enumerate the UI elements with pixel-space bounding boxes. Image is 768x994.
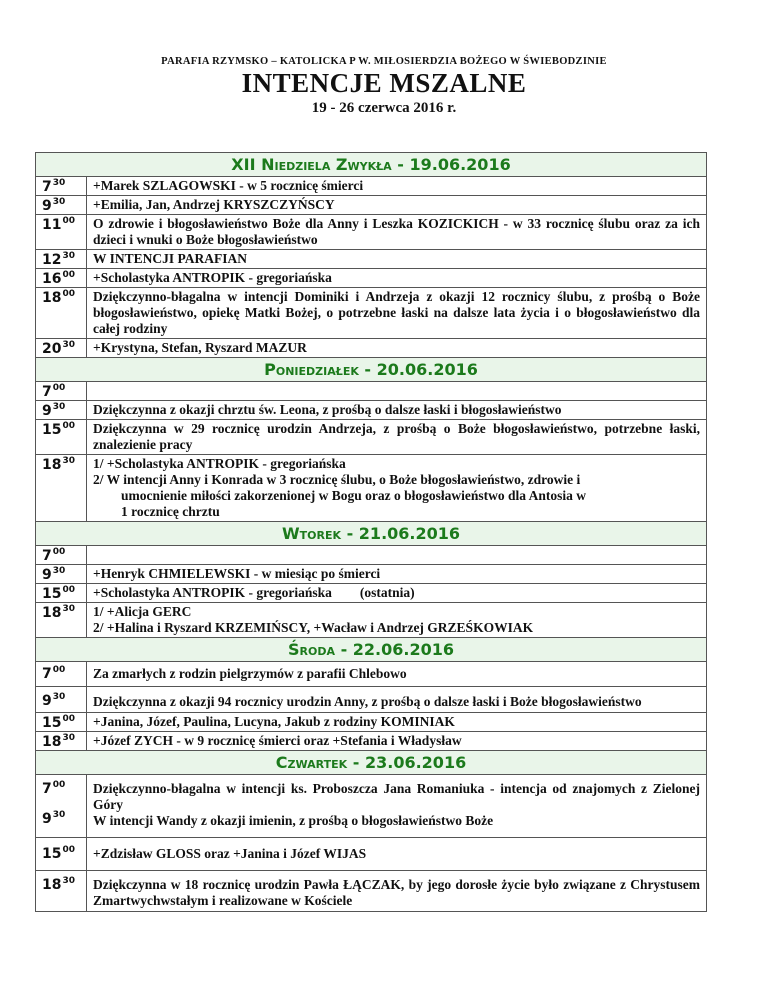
- mass-row: $15^{00}$ Dziękczynna w 29 rocznicę urodzin Andrzeja, z prośbą o Boże błogosławieństwo, potrzebne łaski, znalezienie pracy: [36, 420, 707, 455]
- mass-row: $7^{00}$ $9^{30}$ Dziękczynno-błagalna w intencji ks. Proboszcza Jana Romaniuka - intencja od znajomych z Zielonej Góry W intencji Wandy z okazji imienin, z prośbą o błogosławieństwo Boże: [36, 775, 707, 838]
- mass-row: $7^{00}$: [36, 382, 707, 401]
- mass-row: $9^{30}$ Dziękczynna z okazji chrztu św. Leona, z prośbą o dalsze łaski i błogosławieństwo: [36, 401, 707, 420]
- mass-row: $12^{30}$ W INTENCJI PARAFIAN: [36, 250, 707, 269]
- mass-row: $20^{30}$ +Krystyna, Stefan, Ryszard MAZUR: [36, 339, 707, 358]
- day-header-thursday: Czwartek - 23.06.2016: [36, 751, 707, 775]
- parish-name: PARAFIA RZYMSKO – KATOLICKA P W. MIŁOSIERDZIA BOŻEGO W ŚWIEBODZINIE: [161, 56, 607, 67]
- mass-row: $7^{00}$: [36, 546, 707, 565]
- mass-row: $9^{30}$ +Emilia, Jan, Andrzej KRYSZCZYŃSCY: [36, 196, 707, 215]
- day-header-wednesday: Środa - 22.06.2016: [36, 638, 707, 662]
- page-title: INTENCJE MSZALNE: [241, 68, 527, 98]
- mass-row: $18^{30}$ Dziękczynna w 18 rocznicę urodzin Pawła ŁĄCZAK, by jego dorosłe życie było związane z Chrystusem Zmartwychwstałym i realizowane w Kościele: [36, 871, 707, 912]
- mass-row: $9^{30}$ Dziękczynna z okazji 94 rocznicy urodzin Anny, z prośbą o dalsze łaski i Boże błogosławieństwo: [36, 687, 707, 713]
- mass-row: $18^{30}$ +Józef ZYCH - w 9 rocznicę śmierci oraz +Stefania i Władysław: [36, 732, 707, 751]
- intentions-table: [35, 152, 707, 912]
- date-range: 19 - 26 czerwca 2016 r.: [311, 100, 457, 116]
- mass-row: $18^{30}$ 1/ +Alicja GERC 2/ +Halina i Ryszard KRZEMIŃSCY, +Wacław i Andrzej GRZEŚKOWIAK: [36, 603, 707, 638]
- day-header-sunday: XII Niedziela Zwykła - 19.06.2016: [36, 153, 707, 177]
- day-header-tuesday: Wtorek - 21.06.2016: [36, 522, 707, 546]
- mass-row: $18^{00}$ Dziękczynno-błagalna w intencji Dominiki i Andrzeja z okazji 12 rocznicy ślubu, z prośbą o Boże błogosławieństwo, opiekę Matki Bożej, o potrzebne łaski na dalsze lata życia i o błogosławieństwo dla całej rodziny: [36, 288, 707, 339]
- mass-row: $16^{00}$ +Scholastyka ANTROPIK - gregoriańska: [36, 269, 707, 288]
- mass-row: $15^{00}$ +Janina, Józef, Paulina, Lucyna, Jakub z rodziny KOMINIAK: [36, 713, 707, 732]
- mass-row: $11^{00}$ O zdrowie i błogosławieństwo Boże dla Anny i Leszka KOZICKICH - w 33 rocznicę ślubu oraz za ich dzieci i wnuki o Boże błogosławieństwo: [36, 215, 707, 250]
- mass-row: $15^{00}$ +Scholastyka ANTROPIK - gregoriańska (ostatnia): [36, 584, 707, 603]
- mass-row: $9^{30}$ +Henryk CHMIELEWSKI - w miesiąc po śmierci: [36, 565, 707, 584]
- mass-row: $7^{00}$ Za zmarłych z rodzin pielgrzymów z parafii Chlebowo: [36, 662, 707, 687]
- mass-row: $18^{30}$ 1/ +Scholastyka ANTROPIK - gregoriańska 2/ W intencji Anny i Konrada w 3 rocznicę ślubu, o Boże błogosławieństwo, zdrowie i umocnienie miłości zakorzenionej w Bogu oraz o błogosławieństwo dla Antosia w 1 rocznicę chrztu: [36, 455, 707, 522]
- mass-row: $7^{30}$ +Marek SZLAGOWSKI - w 5 rocznicę śmierci: [36, 177, 707, 196]
- day-header-monday: Poniedziałek - 20.06.2016: [36, 358, 707, 382]
- mass-row: $15^{00}$ +Zdzisław GLOSS oraz +Janina i Józef WIJAS: [36, 838, 707, 871]
